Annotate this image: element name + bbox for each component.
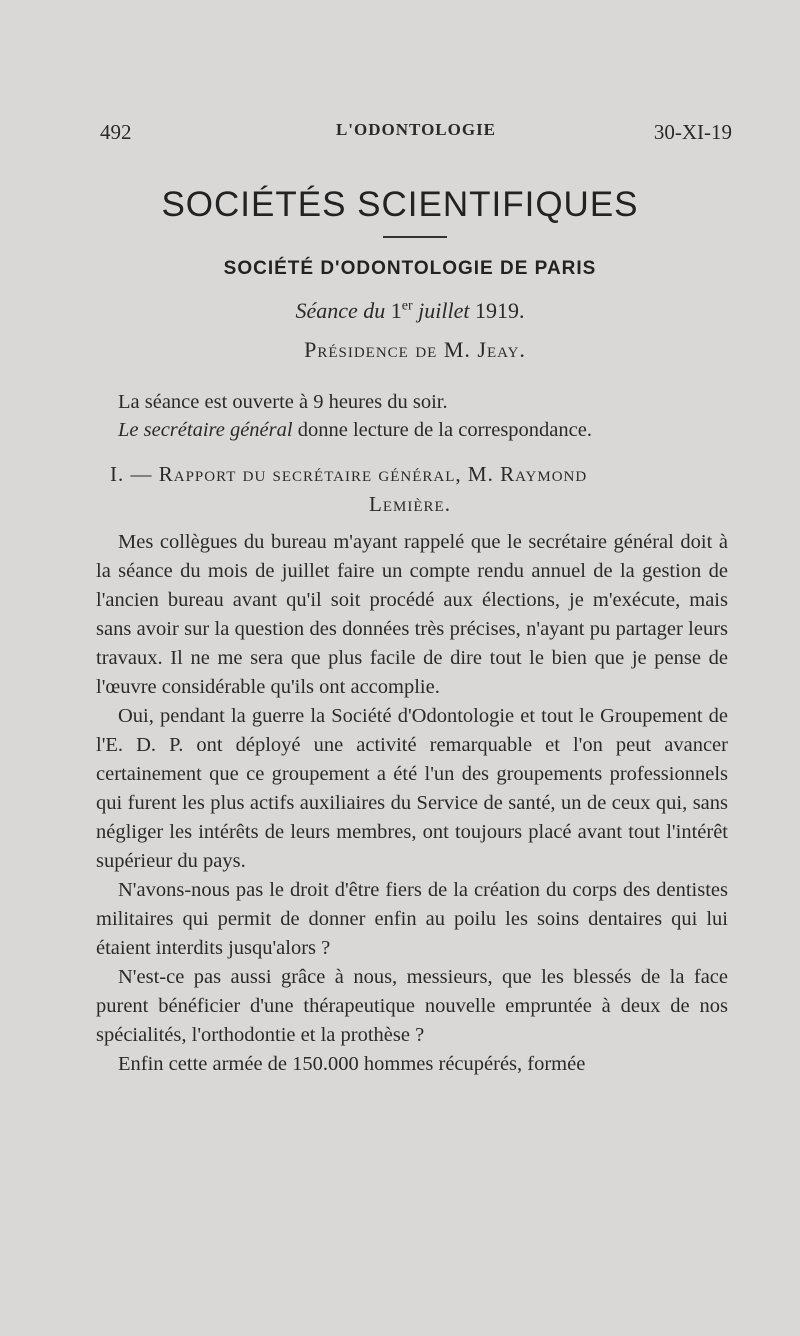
section-title: SOCIÉTÉS SCIENTIFIQUES [161,185,639,224]
page-number: 492 [100,120,132,144]
title-rule [383,236,447,238]
running-head [100,120,732,150]
presidence: Présidence de M. Jeay. [304,337,526,362]
secretary-line [118,416,748,444]
seance-month: juillet [412,298,475,323]
paragraph: Oui, pendant la guerre la Société d'Odontologie et tout le Groupement de l'E. D. P. ont déployé une activité remarquable et l'on peut avancer certainement que ce groupement a été l'un des groupements professionnels qui furent les plus actifs auxiliaires du Service de santé, un de ceux qui, sans négliger les intérêts de leurs membres, ont toujours placé avant tout l'intérêt supérieur du pays. [96,705,728,872]
paragraph: N'avons-nous pas le droit d'être fiers de la création du corps des dentistes militaires qui permit de donner enfin au poilu les soins dentaires qui lui étaient interdits jusqu'alors ? [96,879,728,959]
paragraph: Mes collègues du bureau m'ayant rappelé que le secrétaire général doit à la séance du mois de juillet faire un compte rendu annuel de la gestion de l'ancien bureau avant qu'il soit procédé aux élections, je m'exécute, mais sans avoir sur la question des données très précises, n'ayant pu partager leurs travaux. Il ne me sera que plus facile de dire tout le bien que je pense de l'œuvre considérable qu'ils ont accomplie. [96,531,728,698]
seance-date [0,298,800,324]
journal-title: L'ODONTOLOGIE [335,120,497,139]
secretary-italic: Le secrétaire général [118,419,293,441]
issue-date: 30-XI-19 [653,120,732,144]
seance-day-sup: er [401,298,413,314]
report-body [96,528,728,1079]
report-heading-line2: Lemière. [369,492,451,516]
paragraph: Enfin cette armée de 150.000 hommes récupérés, formée [118,1053,586,1075]
opening-line: La séance est ouverte à 9 heures du soir. [118,391,448,413]
secretary-rest: donne lecture de la correspondance. [292,419,592,441]
society-name: SOCIÉTÉ D'ODONTOLOGIE DE PARIS [223,258,597,279]
report-heading-line1: I. — Rapport du secrétaire général, M. Raymond [110,462,588,486]
seance-day: 1 [390,298,402,323]
seance-prefix: Séance du [295,298,391,323]
paragraph: N'est-ce pas aussi grâce à nous, messieurs, que les blessés de la face purent bénéficier d'une thérapeutique nouvelle empruntée à deux de nos spécialités, l'orthodontie et la prothèse ? [96,966,728,1046]
seance-year: 1919. [475,298,525,323]
